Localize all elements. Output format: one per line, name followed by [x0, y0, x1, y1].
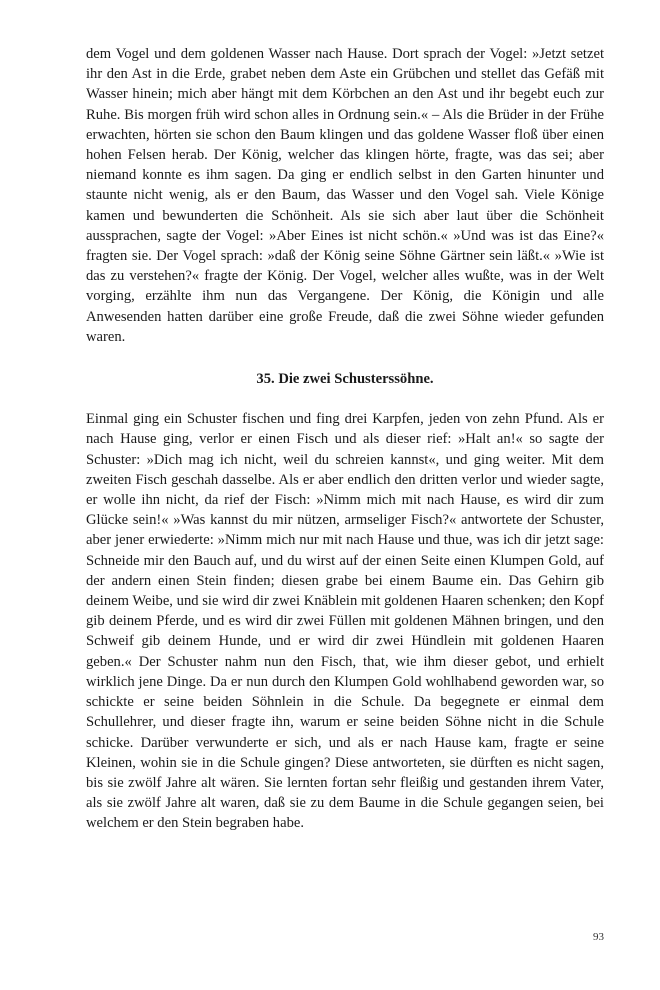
chapter-paragraph: Einmal ging ein Schuster fischen und fing drei Karpfen, jeden von zehn Pfund. Als er nach Hause ging, verlor er einen Fisch und als dieser rief: »Halt an!« so sagte der Schuster: »Dich mag ich nicht, weil du schreien kannst«, und ging weiter. Mit dem zweiten Fisch geschah dasselbe. Als er aber endlich den dritten verlor und wieder sagte, er wolle ihn nicht, da rief der Fisch: »Nimm mich mit nach Hause, es wird dir zum Glücke sein!« »Was kannst du mir nützen, armseliger Fisch?« antwortete der Schuster, aber jener erwiederte: »Nimm mich nur mit nach Hause und thue, was ich dir jetzt sage: Schneide mir den Bauch auf, und du wirst auf der einen Seite einen Klumpen Gold, auf der andern einen Stein finden; diesen grabe bei einem Baume ein. Das Gehirn gib deinem Weibe, und sie wird dir zwei Knäblein mit goldenen Haaren schenken; den Kopf gib deinem Pferde, und es wird dir zwei Füllen mit goldenen Mähnen bringen, und den Schweif gib deinem Hunde, und er wird dir zwei Hündlein mit goldenen Haaren geben.« Der Schuster nahm nun den Fisch, that, wie ihm dieser gebot, und erhielt wirklich jene Dinge. Da er nun durch den Klumpen Gold wohlhabend geworden war, so schickte er seine beiden Söhnlein in die Schule. Da begegnete er einmal dem Schullehrer, und dieser fragte ihn, warum er seine beiden Söhne nicht in die Schule schicke. Darüber verwunderte er sich, und als er nach Hause kam, fragte er seine Kleinen, wohin sie in die Schule gingen? Diese antworteten, sie dürften es nicht sagen, bis sie zwölf Jahre alt wären. Sie lernten fortan sehr fleißig und gestanden ihrem Vater, als sie zwölf Jahre alt waren, daß sie zu dem Baume in die Schule gegangen seien, bei welchem er den Stein begraben habe. [86, 411, 604, 832]
continued-paragraph: dem Vogel und dem goldenen Wasser nach Hause. Dort sprach der Vogel: »Jetzt setzet ihr den Ast in die Erde, grabet neben dem Aste ein Grübchen und stellet das Gefäß mit Wasser hinein; mich aber hängt mit dem Körbchen an den Ast und ihr begebt euch zur Ruhe. Bis morgen früh wird schon alles in Ordnung sein.« – Als die Brüder in der Frühe erwachten, hörten sie schon den Baum klingen und das goldene Wasser floß über einen hohen Felsen herab. Der König, welcher das klingen hörte, fragte, was das sei; aber niemand konnte es ihm sagen. Da ging er endlich selbst in den Garten hinunter und staunte nicht wenig, als er den Baum, das Wasser und den Vogel sah. Viele Könige kamen und bewunderten die Schönheit. Als sie sich aber laut über die Schönheit aussprachen, sagte der Vogel: »Aber Eines ist nicht schön.« »Und was ist das Eine?« fragten sie. Der Vogel sprach: »daß der König seine Söhne Gärtner sein läßt.« »Wie ist das zu verstehen?« fragte der König. Der Vogel, welcher alles wußte, was in der Welt vorging, erzählte ihm nun das Vergangene. Der König, die Königin und alle Anwesenden hatten darüber eine große Freude, daß die zwei Söhne wieder gefunden waren. [86, 46, 604, 345]
book-page [86, 44, 604, 834]
chapter-title: 35. Die zwei Schusterssöhne. [256, 371, 434, 388]
page-number: 93 [593, 931, 604, 943]
